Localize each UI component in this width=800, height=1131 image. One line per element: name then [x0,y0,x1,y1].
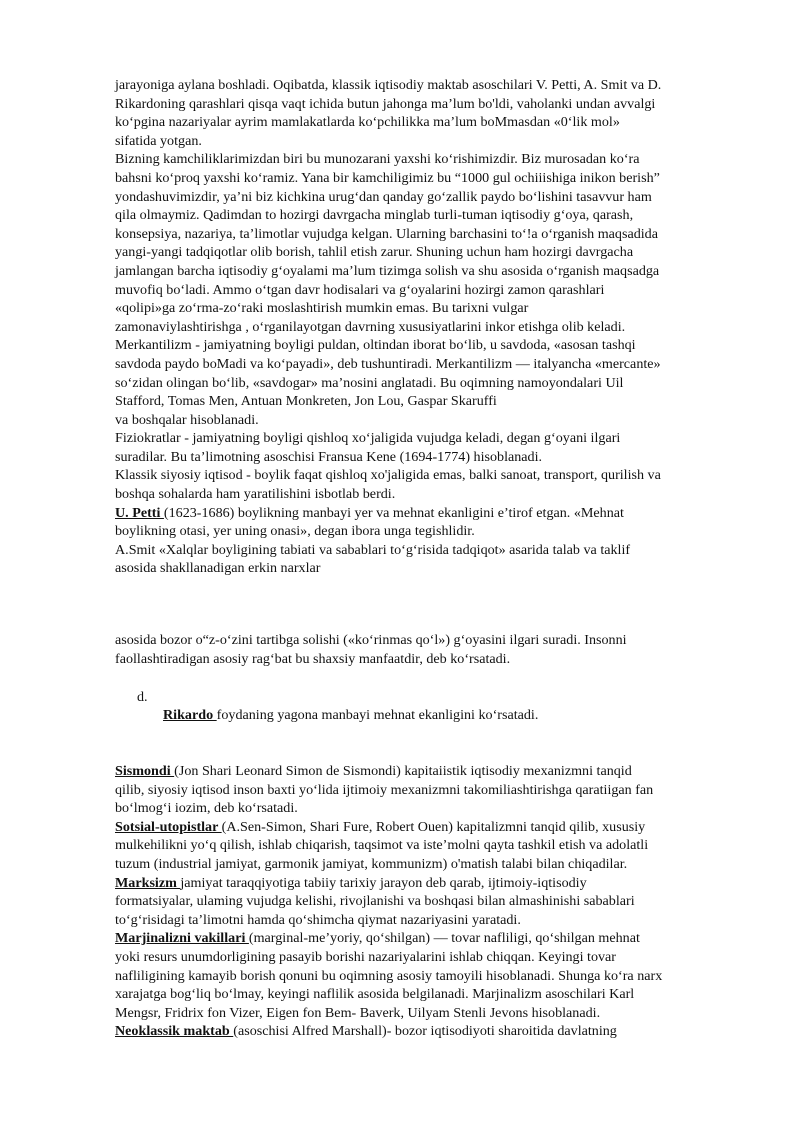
text-line: Stafford, Tomas Men, Antuan Monkreten, Jon Lou, Gaspar Skaruffi [115,393,497,410]
text-line: to‘g‘risidagi ta’limotni hamda qo‘shimcha qiymat nazariyasini yaratadi. [115,911,521,928]
text-line: A.Smit «Xalqlar boyligining tabiati va sabablari to‘g‘risida tadqiqot» asarida talab va taklif [115,541,631,558]
marjinal-text: (marginal-me’yoriy, qo‘shilgan) — tovar nafliligi, qo‘shilgan mehnat [248,930,640,947]
term-marksizm: Marksizm [115,874,181,891]
text-line-neoklassik [115,1022,755,1041]
sismondi-text: (Jon Shari Leonard Simon de Sismondi) kapitaiistik iqtisodiy mexanizmni tanqid [174,763,632,779]
text-line: jamlangan barcha iqtisodiy g‘oyalami ma’lum tizimga solish va shu asosida o‘rganish maqsadga [115,262,660,279]
text-line: yangi-yangi tadqiqotlar olib borish, tahlil etish zarur. Shuning uchun ham hozirgi davrgacha [115,244,634,261]
text-line: Klassik siyosiy iqtisod - boylik faqat qishloq xo'jaligida emas, balki sanoat, transport, qurilish va [115,467,661,484]
list-marker: d. [137,689,148,705]
text-line-sotsial [115,818,755,837]
marksizm-text: jamiyat taraqqiyotiga tabiiy tarixiy jarayon deb qarab, ijtimoiy-iqtisodiy [180,874,587,891]
text-line: va boshqalar hisoblanadi. [115,411,259,428]
text-line: faollashtiradigan asosiy rag‘bat bu shaxsiy manfaatdir, deb ko‘rsatadi. [115,650,511,667]
text-line-petti [115,504,755,523]
text-line: suradilar. Bu ta’limotning asoschisi Fransua Kene (1694-1774) hisoblanadi. [115,448,543,465]
text-line: asosida shakllanadigan erkin narxlar [115,560,321,577]
text-line: savdoda paydo boMadi va ko‘payadi», deb tushuntiradi. Merkantilizm — italyancha «mercante» [115,355,661,372]
text-line: boshqa sohalarda ham yaratilishini isbotlab berdi. [115,486,396,503]
text-line: boylikning otasi, yer uning onasi», degan ibora unga tegishlidir. [115,523,475,540]
sotsial-text: (A.Sen-Simon, Shari Fure, Robert Ouen) kapitalizmni tanqid qilib, xususiy [221,818,646,835]
text-line-marksizm [115,874,755,893]
text-line: Merkantilizm - jamiyatning boyligi puldan, oltindan iborat bo‘lib, u savdoda, «asosan tashqi [115,337,636,354]
text-line: yondashuvimizdir, ya’ni biz kichkina urug‘dan qanday go‘zallik paydo bo‘lishini tasavvur ham [115,188,652,205]
text-line: sifatida yotgan. [115,132,202,149]
text-line: bo‘lmog‘i iozim, deb ko‘rsatadi. [115,800,298,817]
term-sismondi: Sismondi [115,763,175,779]
text-line: «qolipi»ga zo‘rma-zo‘raki moslashtirish mumkin emas. Bu tarixni vulgar [115,300,529,317]
term-marjinalizm: Marjinalizni vakillari [115,930,249,947]
neoklassik-text: (asoschisi Alfred Marshall)- bozor iqtisodiyoti sharoitida davlatning [233,1023,617,1040]
text-line-marjinal [115,929,755,948]
term-petti: U. Petti [115,504,164,521]
text-line: Fiziokratlar - jamiyatning boyligi qishloq xo‘jaligida vujudga keladi, degan g‘oyani ilgari [115,430,621,447]
rikardo-text: foydaning yagona manbayi mehnat ekanligini ko‘rsatadi. [216,707,539,723]
text-line: qilib, siyosiy iqtisod inson baxti yo‘lida ijtimoiy mexanizmni takomiliashtirishga qaratiigan fan [115,781,654,798]
text-block-intro [115,76,755,578]
text-block-schools [115,762,755,1041]
text-line: jarayoniga aylana boshladi. Oqibatda, klassik iqtisodiy maktab asoschilari V. Petti, A. Smit va D. [115,77,662,93]
text-line: mulkehilikni yo‘q qilish, ishlab chiqarish, taqsimot va iste’molni qayta tashkil etish va adolatli [115,837,649,854]
text-line: formatsiyalar, ulaming vujudga kelishi, rivojlanishi va boshqasi bilan almashinishi sabablari [115,893,635,910]
text-line: xarajatga bog‘liq bo‘lmay, keyingi naflilik asosida belgilanadi. Marjinalizm asoschilari Karl [115,986,635,1003]
text-line: muvofiq bo‘ladi. Ammo o‘tgan davr hodisalari va g‘oyalarini hozirgi zamon qarashlari [115,281,605,298]
text-line: asosida bozor o“z-o‘zini tartibga solishi («ko‘rinmas qo‘l») g‘oyasini ilgari suradi. Insonni [115,632,627,648]
text-block-market [115,631,755,668]
text-line: bahsni ko‘proq yaxshi ko‘ramiz. Yana bir kamchiligimiz bu “1000 gul ochiiishiga inikon berish” [115,169,660,186]
text-line: ko‘pgina nazariyalar ayrim mamlakatlarda ko‘pchilikka ma’lum boMmasdan «0‘lik mol» [115,114,620,131]
petti-text: (1623-1686) boylikning manbayi yer va mehnat ekanligini e’tirof etgan. «Mehnat [163,504,624,521]
text-line: konsepsiya, nazariya, ta’limotlar vujudga kelgan. Ularning barchasini to‘!a o‘rganish maqsadida [115,225,658,242]
text-line: Rikardoning qarashlari qisqa vaqt ichida butun jahonga ma’lum bo'ldi, vaholanki undan avvalgi [115,95,656,112]
text-line: tuzum (industrial jamiyat, garmonik jamiyat, kommunizm) o'matish talabi bilan chiqadilar. [115,855,628,872]
term-sotsial-utopistlar: Sotsial-utopistlar [115,818,222,835]
text-line: zamonaviylashtirishga , o‘rganilayotgan davrning xususiyatlarini inkor etishga olib keladi. [115,318,626,335]
text-line: qila olmaymiz. Qadimdan to hozirgi davrgacha minglab turli-tuman iqtisodiy g‘oya, qarash, [115,207,634,224]
text-line: so‘zidan olingan bo‘lib, «savdogar» ma’nosini anglatadi. Bu oqimning namoyondalari Uil [115,374,624,391]
rikardo-line [163,706,538,725]
text-line: yoki resurs unumdorligining pasayib borishi nazariyalarini ishlab chiqqan. Keyingi tovar [115,948,617,965]
text-line: Bizning kamchiliklarimizdan biri bu munozarani yaxshi ko‘rishimizdir. Biz murosadan ko‘ra [115,151,640,168]
term-neoklassik-maktab: Neoklassik maktab [115,1023,234,1040]
term-rikardo: Rikardo [163,707,217,723]
text-line: Mengsr, Fridrix fon Vizer, Eigen fon Bem- Baverk, Uilyam Stenli Jevons hisoblanadi. [115,1004,601,1021]
text-line: nafliligining kamayib borish qonuni bu oqimning asosiy tamoyili hisoblanadi. Shunga ko‘ra narx [115,967,663,984]
text-line-sismondi [115,762,755,781]
